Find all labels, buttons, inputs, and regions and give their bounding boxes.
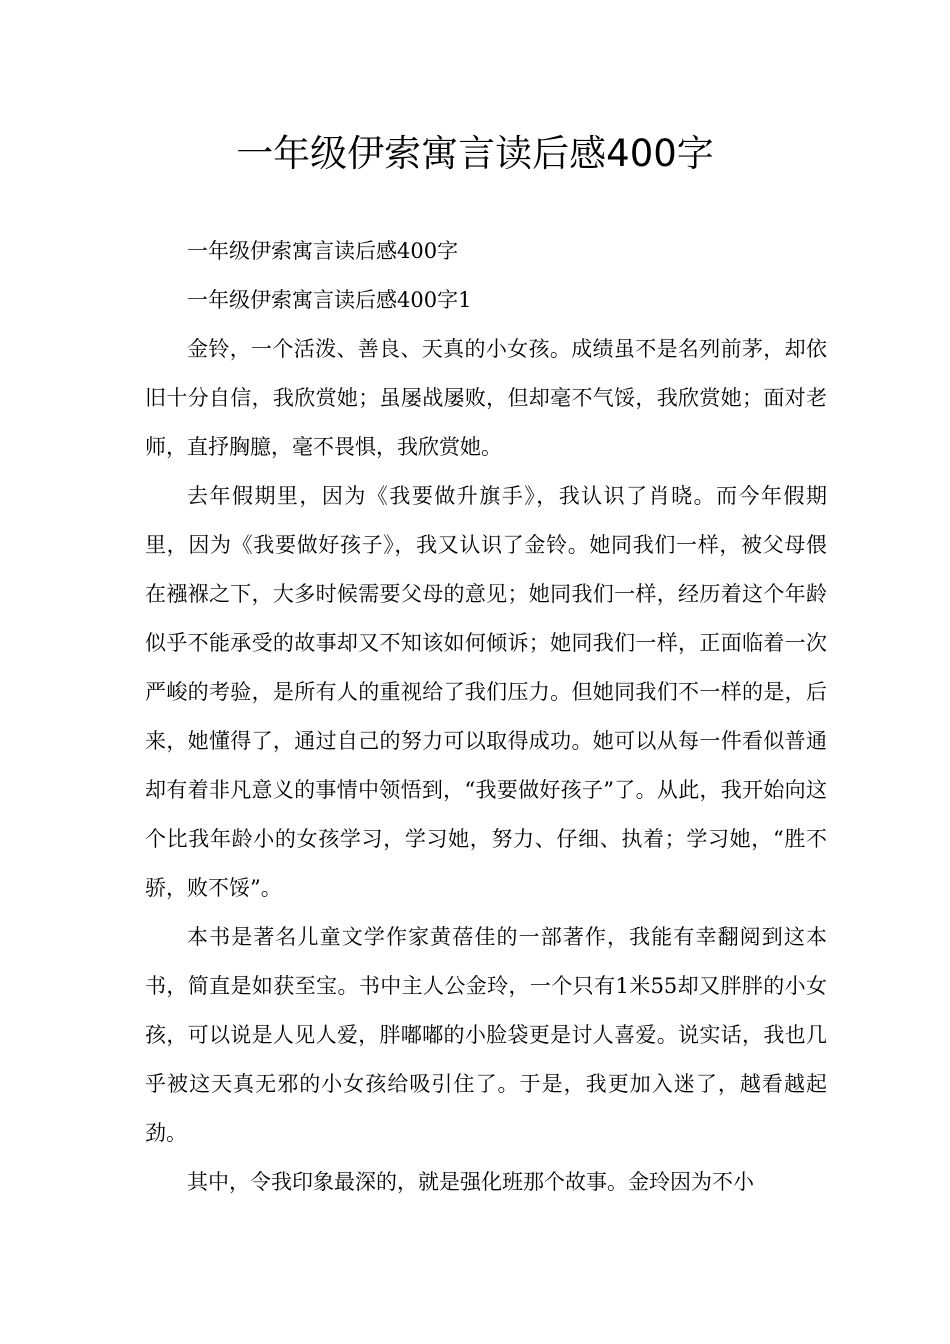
paragraph: 去年假期里，因为《我要做升旗手》，我认识了肖晓。而今年假期里，因为《我要做好孩子》，我又认识了金铃。她同我们一样，被父母偎在襁褓之下，大多时候需要父母的意见；她同我们一样，经历着这个年龄似乎不能承受的故事却又不知该如何倾诉；她同我们一样，正面临着一次严峻的考验，是所有人的重视给了我们压力。但她同我们不一样的是，后来，她懂得了，通过自己的努力可以取得成功。她可以从每一件看似普通却有着非凡意义的事情中领悟到，“我要做好孩子”了。从此，我开始向这个比我年龄小的女孩学习，学习她，努力、仔细、执着；学习她，“胜不骄，败不馁”。 — [145, 484, 827, 900]
document-body — [145, 227, 827, 1207]
paragraph: 本书是著名儿童文学作家黄蓓佳的一部著作，我能有幸翻阅到这本书，简直是如获至宝。书中主人公金玲，一个只有1米55却又胖胖的小女孩，可以说是人见人爱，胖嘟嘟的小脸袋更是讨人喜爱。说实话，我也几乎被这天真无邪的小女孩给吸引住了。于是，我更加入迷了，越看越起劲。 — [145, 925, 827, 1145]
paragraph: 金铃，一个活泼、善良、天真的小女孩。成绩虽不是名列前茅，却依旧十分自信，我欣赏她；虽屡战屡败，但却毫不气馁，我欣赏她；面对老师，直抒胸臆，毫不畏惧，我欣赏她。 — [145, 337, 827, 459]
paragraph-heading: 一年级伊索寓言读后感400字 — [187, 239, 459, 263]
document-title: 一年级伊索寓言读后感400字 — [236, 132, 714, 175]
paragraph-subheading: 一年级伊索寓言读后感400字1 — [187, 288, 472, 312]
paragraph: 其中，令我印象最深的，就是强化班那个故事。金玲因为不小 — [187, 1170, 754, 1194]
